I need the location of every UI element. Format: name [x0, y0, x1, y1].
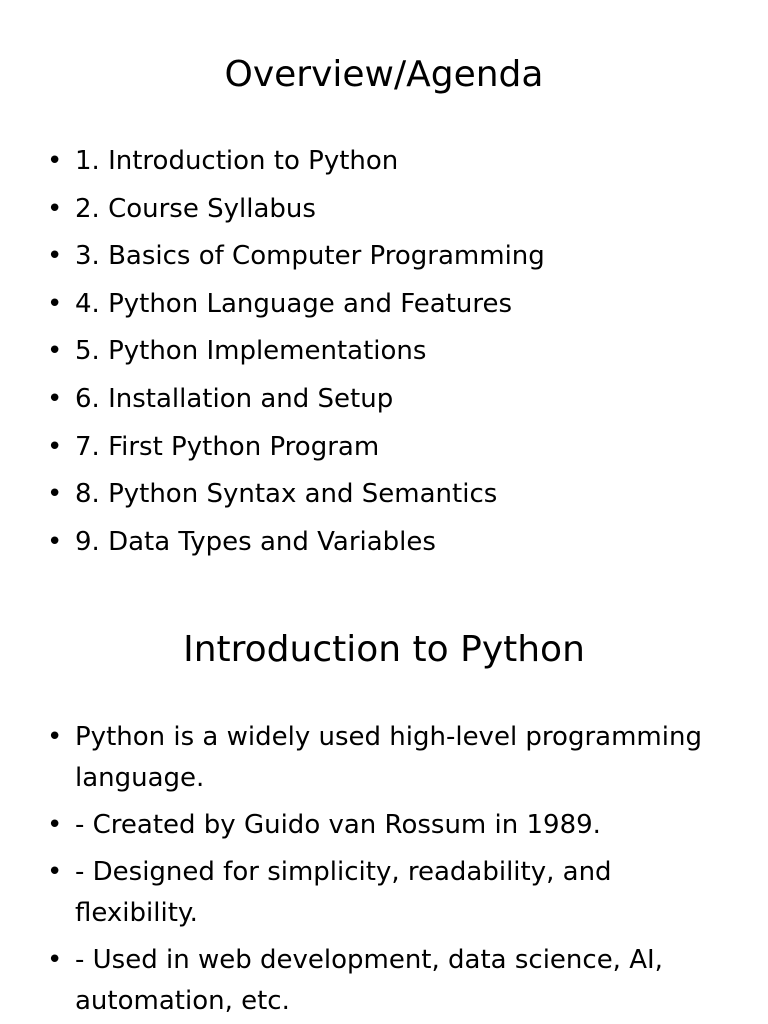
bullet-dot-icon: • — [47, 383, 63, 414]
slide-title: Introduction to Python — [183, 629, 585, 670]
slide-introduction — [0, 585, 768, 1024]
slide-title: Overview/Agenda — [224, 54, 544, 95]
bullet-text: 2. Course Syllabus — [75, 193, 316, 224]
bullet-text: - Used in web development, data science, AI, automation, etc. — [75, 945, 663, 1016]
bullet-text: 5. Python Implementations — [75, 336, 427, 367]
bullet-text: 9. Data Types and Variables — [75, 526, 436, 557]
bullet-item — [0, 426, 768, 474]
bullet-item — [0, 330, 768, 378]
bullet-item — [0, 473, 768, 521]
bullet-list — [0, 717, 768, 1024]
bullet-item — [0, 852, 768, 934]
bullet-item — [0, 378, 768, 426]
bullet-text: 8. Python Syntax and Semantics — [75, 479, 498, 510]
bullet-text: - Designed for simplicity, readability, and flexibility. — [75, 857, 612, 928]
bullet-dot-icon: • — [47, 526, 63, 557]
bullet-text: 4. Python Language and Features — [75, 288, 513, 319]
bullet-text: 7. First Python Program — [75, 431, 380, 462]
bullet-text: 3. Basics of Computer Programming — [75, 241, 545, 272]
bullet-item — [0, 140, 768, 188]
bullet-item — [0, 805, 768, 846]
bullet-text: 1. Introduction to Python — [75, 146, 399, 176]
bullet-item — [0, 521, 768, 569]
bullet-item — [0, 283, 768, 331]
bullet-item — [0, 717, 768, 799]
bullet-item — [0, 940, 768, 1022]
bullet-list — [0, 140, 768, 568]
bullet-item — [0, 188, 768, 236]
bullet-dot-icon: • — [47, 431, 63, 462]
bullet-dot-icon: • — [47, 288, 63, 319]
bullet-text: - Created by Guido van Rossum in 1989. — [75, 810, 601, 840]
bullet-dot-icon: • — [47, 336, 63, 367]
bullet-dot-icon: • — [47, 810, 63, 840]
bullet-dot-icon: • — [47, 857, 63, 887]
bullet-dot-icon: • — [47, 479, 63, 510]
bullet-dot-icon: • — [47, 945, 63, 975]
bullet-item — [0, 235, 768, 283]
bullet-text: 6. Installation and Setup — [75, 383, 394, 414]
bullet-dot-icon: • — [47, 241, 63, 272]
bullet-dot-icon: • — [47, 193, 63, 224]
bullet-dot-icon: • — [47, 722, 63, 752]
bullet-dot-icon: • — [47, 146, 63, 176]
bullet-text: Python is a widely used high-level programming language. — [75, 722, 702, 793]
